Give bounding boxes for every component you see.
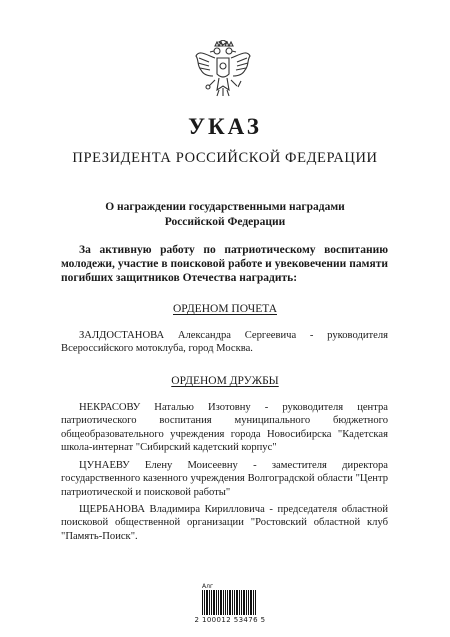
decree-subtitle: ПРЕЗИДЕНТА РОССИЙСКОЙ ФЕДЕРАЦИИ <box>72 150 378 166</box>
order-of-friendship-heading: ОРДЕНОМ ДРУЖБЫ <box>171 375 279 387</box>
recipient-paragraph: ЩЕРБАНОВА Владимира Кирилловича - председателя областной поисковой общественной организации "Ростовский областной клуб "Память-Поиск". <box>61 504 388 542</box>
barcode-bars-icon <box>202 590 256 615</box>
recipient-paragraph: ЗАЛДОСТАНОВА Александра Сергеевича - руководителя Всероссийского мотоклуба, город Москва. <box>61 330 388 355</box>
barcode-number: 2 100012 53476 5 <box>194 616 266 624</box>
decree-title: УКАЗ <box>188 114 262 139</box>
decree-preamble: За активную работу по патриотическому воспитанию молодежи, участие в поисковой работе и увековечении памяти погибших защитников Отечества наградить: <box>61 244 388 284</box>
recipient-paragraph: НЕКРАСОВУ Наталью Изотовну - руководителя центра патриотического воспитания муниципального бюджетного общеобразовательного учреждения города Новосибирска "Кадетская школа-интернат "Сибирский кадетский корпус" <box>61 402 388 454</box>
recipient-paragraph: ЦУНАЕВУ Елену Моисеевну - заместителя директора государственного казенного учреждения Волгоградской области "Центр патриотической и поисковой работы" <box>61 460 388 498</box>
barcode-mark: Алг <box>202 583 214 590</box>
double-headed-eagle-icon <box>193 40 253 104</box>
order-of-honor-heading: ОРДЕНОМ ПОЧЕТА <box>173 303 277 315</box>
subject-line-2: Российской Федерации <box>164 215 286 228</box>
decree-subject <box>80 200 370 229</box>
barcode <box>190 583 270 627</box>
subject-line-1: О награждении государственными наградами <box>105 201 345 213</box>
